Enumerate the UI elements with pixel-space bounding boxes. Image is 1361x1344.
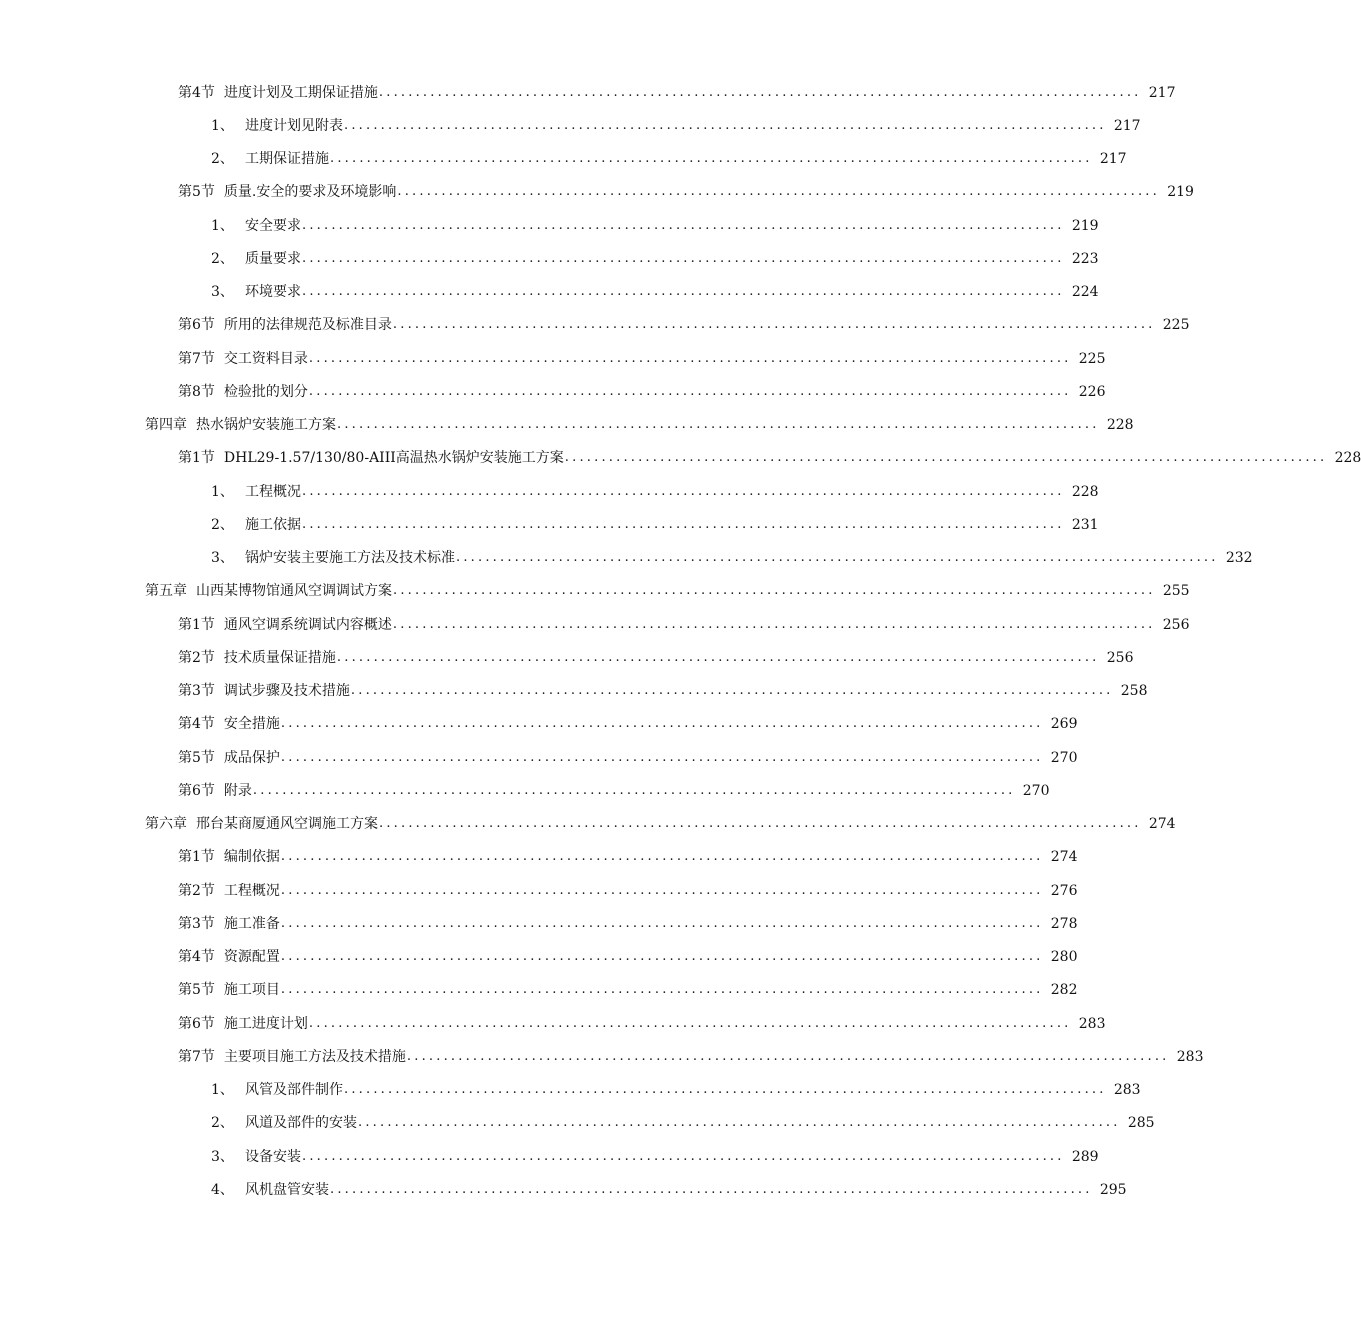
toc-entry-title: 工程概况 [223,882,280,899]
toc-dot-leader: ........................................................................................................ [308,1015,1072,1031]
toc-section-entry[interactable] [0,76,1176,109]
toc-page-number: 219 [1071,217,1099,234]
toc-section-entry[interactable] [0,874,1078,907]
toc-chapter-entry[interactable] [0,808,1176,841]
toc-subsection-entry[interactable] [0,242,1099,275]
toc-entry-title: 附录 [223,782,252,799]
toc-entry-number: 4、 [211,1181,234,1198]
toc-subsection-entry[interactable] [0,1074,1141,1107]
toc-entry-number: 第5节 [178,982,215,999]
toc-entry-title: 施工准备 [223,915,280,932]
toc-subsection-entry[interactable] [0,1140,1099,1173]
toc-entry-number: 第8节 [178,383,215,400]
toc-section-entry[interactable] [0,176,1194,209]
toc-entry-number: 第六章 [145,816,187,833]
toc-dot-leader: ........................................................................................................ [280,716,1044,732]
toc-page-number: 269 [1050,716,1078,733]
toc-entry-number: 3、 [211,284,234,301]
toc-entry-title: 质量.安全的要求及环境影响 [223,184,397,201]
toc-entry-title: 山西某博物馆通风空调调试方案 [196,583,392,600]
toc-entry-number: 2、 [211,1115,234,1132]
toc-section-entry[interactable] [0,342,1106,375]
toc-section-entry[interactable] [0,841,1078,874]
toc-entry-number: 第5节 [178,749,215,766]
toc-dot-leader: ........................................................................................................ [280,982,1044,998]
toc-page-number: 225 [1162,317,1190,334]
toc-entry-number: 第四章 [145,417,187,434]
toc-entry-title: 质量要求 [245,250,301,267]
toc-entry-title: 设备安装 [245,1148,301,1165]
toc-subsection-entry[interactable] [0,475,1099,508]
toc-entry-title: 风管及部件制作 [245,1082,343,1099]
toc-section-entry[interactable] [0,608,1190,641]
toc-subsection-entry[interactable] [0,109,1141,142]
toc-page-number: 232 [1225,550,1253,567]
toc-subsection-entry[interactable] [0,209,1099,242]
toc-subsection-entry[interactable] [0,276,1099,309]
toc-entry-title: 进度计划及工期保证措施 [223,84,378,101]
toc-page-number: 285 [1127,1115,1155,1132]
toc-dot-leader: ........................................................................................................ [302,1148,1065,1164]
toc-section-entry[interactable] [0,309,1190,342]
toc-dot-leader: ........................................................................................................ [280,882,1044,898]
toc-subsection-entry[interactable] [0,542,1253,575]
toc-dot-leader: ........................................................................................................ [393,583,1156,599]
toc-dot-leader: ........................................................................................................ [379,816,1142,832]
toc-subsection-entry[interactable] [0,143,1127,176]
toc-entry-number: 3、 [211,1148,234,1165]
toc-page-number: 231 [1071,516,1099,533]
toc-page-number: 283 [1113,1082,1141,1099]
toc-entry-title: 风道及部件的安装 [245,1115,357,1132]
toc-subsection-entry[interactable] [0,508,1099,541]
toc-entry-title: 编制依据 [223,849,280,866]
toc-dot-leader: ........................................................................................................ [344,1082,1107,1098]
toc-section-entry[interactable] [0,974,1078,1007]
toc-page-number: 225 [1078,350,1106,367]
toc-page-number: 289 [1071,1148,1099,1165]
toc-section-entry[interactable] [0,375,1106,408]
toc-entry-title: 施工项目 [223,982,280,999]
toc-entry-number: 第2节 [178,649,215,666]
toc-entry-title: 工期保证措施 [245,151,329,168]
toc-entry-number: 第7节 [178,350,215,367]
toc-entry-number: 第6节 [178,1015,215,1032]
toc-page-number: 223 [1071,250,1099,267]
toc-page-number: 282 [1050,982,1078,999]
toc-entry-title: 进度计划见附表 [245,117,343,134]
toc-entry-title: 锅炉安装主要施工方法及技术标准 [245,550,455,567]
toc-entry-title: 环境要求 [245,284,301,301]
toc-dot-leader: ........................................................................................................ [280,949,1044,965]
toc-section-entry[interactable] [0,941,1078,974]
toc-page-number: 224 [1071,284,1099,301]
toc-dot-leader: ........................................................................................................ [308,350,1072,366]
toc-entry-number: 第3节 [178,683,215,700]
toc-dot-leader: ........................................................................................................ [378,84,1142,100]
toc-section-entry[interactable] [0,741,1078,774]
toc-entry-number: 1、 [211,1082,234,1099]
toc-section-entry[interactable] [0,641,1134,674]
toc-page-number: 219 [1167,184,1194,201]
toc-subsection-entry[interactable] [0,1107,1155,1140]
toc-entry-number: 2、 [211,516,234,533]
toc-section-entry[interactable] [0,442,1361,475]
toc-dot-leader: ........................................................................................................ [392,317,1156,333]
toc-entry-title: 工程概况 [245,483,301,500]
toc-entry-number: 1、 [211,483,234,500]
toc-entry-title: 成品保护 [223,749,280,766]
toc-dot-leader: ........................................................................................................ [564,450,1328,466]
toc-entry-title: 施工进度计划 [223,1015,308,1032]
toc-page-number: 270 [1022,782,1050,799]
toc-dot-leader: ........................................................................................................ [280,915,1044,931]
toc-chapter-entry[interactable] [0,409,1134,442]
toc-dot-leader: ........................................................................................................ [336,649,1100,665]
toc-page-number: 283 [1176,1048,1204,1065]
toc-dot-leader: ........................................................................................................ [302,516,1065,532]
toc-entry-title: 主要项目施工方法及技术措施 [223,1048,406,1065]
table-of-contents [0,76,1361,1207]
toc-page-number: 226 [1078,383,1106,400]
toc-page-number: 256 [1162,616,1190,633]
toc-entry-number: 第1节 [178,849,215,866]
toc-dot-leader: ........................................................................................................ [280,749,1044,765]
toc-dot-leader: ........................................................................................................ [330,151,1093,167]
toc-dot-leader: ........................................................................................................ [350,683,1114,699]
toc-section-entry[interactable] [0,774,1050,807]
toc-dot-leader: ........................................................................................................ [252,782,1016,798]
toc-dot-leader: ........................................................................................................ [302,217,1065,233]
toc-entry-number: 1、 [211,217,234,234]
toc-dot-leader: ........................................................................................................ [302,284,1065,300]
toc-page-number: 228 [1106,417,1134,434]
toc-dot-leader: ........................................................................................................ [344,117,1107,133]
toc-dot-leader: ........................................................................................................ [302,250,1065,266]
toc-section-entry[interactable] [0,675,1148,708]
toc-entry-number: 第1节 [178,450,215,467]
toc-entry-number: 3、 [211,550,234,567]
toc-entry-title: DHL29-1.57/130/80-AIII高温热水锅炉安装施工方案 [223,450,564,467]
toc-entry-number: 第4节 [178,84,215,101]
toc-page-number: 295 [1099,1181,1127,1198]
toc-page-number: 228 [1071,483,1099,500]
toc-dot-leader: ........................................................................................................ [358,1115,1121,1131]
toc-entry-title: 施工依据 [245,516,301,533]
toc-entry-number: 1、 [211,117,234,134]
toc-entry-title: 交工资料目录 [223,350,308,367]
toc-dot-leader: ........................................................................................................ [406,1048,1170,1064]
toc-entry-title: 所用的法律规范及标准目录 [223,317,392,334]
toc-page-number: 217 [1113,117,1141,134]
toc-entry-number: 第5节 [178,184,215,201]
toc-entry-number: 2、 [211,151,234,168]
toc-page-number: 256 [1106,649,1134,666]
toc-entry-title: 安全措施 [223,716,280,733]
toc-page-number: 255 [1162,583,1190,600]
toc-chapter-entry[interactable] [0,575,1190,608]
toc-entry-title: 技术质量保证措施 [223,649,336,666]
toc-subsection-entry[interactable] [0,1173,1127,1206]
toc-entry-title: 风机盘管安装 [245,1181,329,1198]
toc-dot-leader: ........................................................................................................ [330,1181,1093,1197]
toc-dot-leader: ........................................................................................................ [456,550,1219,566]
toc-entry-title: 检验批的划分 [223,383,308,400]
toc-entry-title: 通风空调系统调试内容概述 [223,616,392,633]
toc-entry-number: 第1节 [178,616,215,633]
toc-page-number: 270 [1050,749,1078,766]
toc-entry-number: 2、 [211,250,234,267]
toc-page-number: 283 [1078,1015,1106,1032]
toc-page-number: 258 [1120,683,1148,700]
toc-page-number: 217 [1148,84,1176,101]
toc-dot-leader: ........................................................................................................ [392,616,1156,632]
toc-entry-number: 第7节 [178,1048,215,1065]
toc-page-number: 274 [1148,816,1176,833]
toc-entry-number: 第4节 [178,716,215,733]
toc-section-entry[interactable] [0,1040,1204,1073]
toc-page-number: 278 [1050,915,1078,932]
toc-entry-number: 第4节 [178,949,215,966]
toc-page-number: 276 [1050,882,1078,899]
toc-section-entry[interactable] [0,708,1078,741]
toc-entry-title: 调试步骤及技术措施 [223,683,350,700]
toc-page-number: 217 [1099,151,1127,168]
toc-dot-leader: ........................................................................................................ [280,849,1044,865]
toc-entry-title: 邢台某商厦通风空调施工方案 [196,816,378,833]
toc-section-entry[interactable] [0,907,1078,940]
toc-entry-number: 第五章 [145,583,187,600]
toc-entry-number: 第6节 [178,782,215,799]
toc-entry-title: 热水锅炉安装施工方案 [196,417,336,434]
toc-page-number: 228 [1334,450,1361,467]
toc-entry-number: 第3节 [178,915,215,932]
toc-page-number: 280 [1050,949,1078,966]
toc-dot-leader: ........................................................................................................ [397,184,1160,200]
toc-entry-number: 第2节 [178,882,215,899]
toc-entry-number: 第6节 [178,317,215,334]
toc-page-number: 274 [1050,849,1078,866]
toc-section-entry[interactable] [0,1007,1106,1040]
toc-dot-leader: ........................................................................................................ [302,483,1065,499]
toc-entry-title: 安全要求 [245,217,301,234]
toc-dot-leader: ........................................................................................................ [337,417,1100,433]
toc-entry-title: 资源配置 [223,949,280,966]
toc-dot-leader: ........................................................................................................ [308,383,1072,399]
